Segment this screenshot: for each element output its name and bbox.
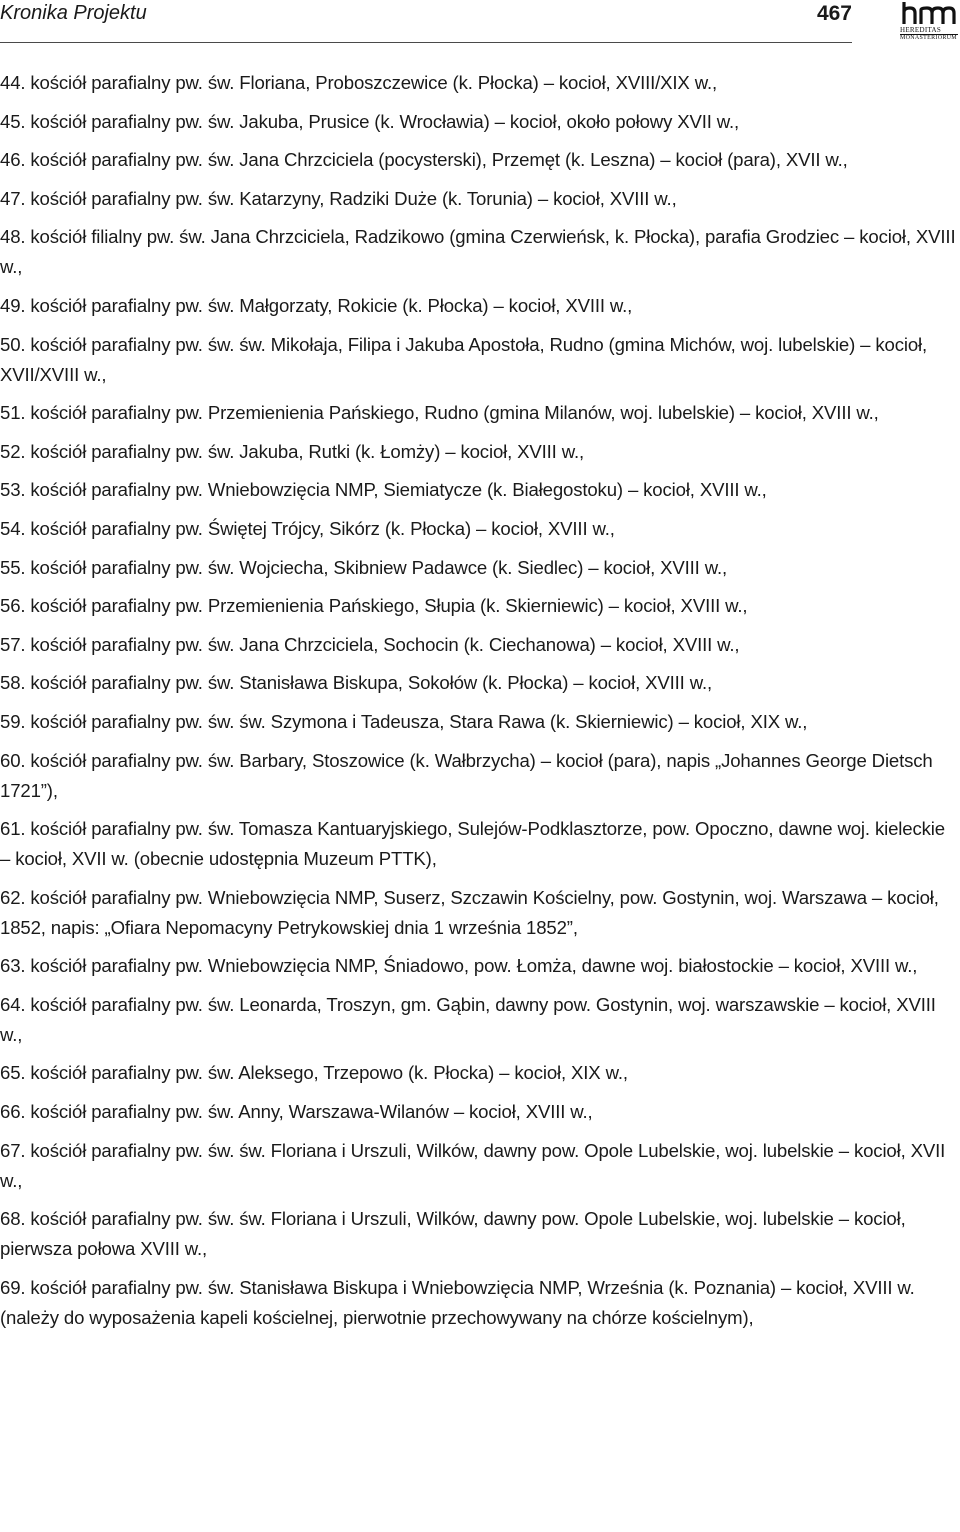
list-item: 68. kościół parafialny pw. św. św. Floriana i Urszuli, Wilków, dawny pow. Opole Lubelskie, woj. lubelskie – kocioł, pierwsza połowa XVIII w.,	[0, 1208, 906, 1260]
page-number: 467	[816, 2, 852, 25]
list-item: 44. kościół parafialny pw. św. Floriana, Proboszczewice (k. Płocka) – kocioł, XVIII/XIX w.,	[0, 72, 717, 93]
list-item: 64. kościół parafialny pw. św. Leonarda, Troszyn, gm. Gąbin, dawny pow. Gostynin, woj. warszawskie – kocioł, XVIII w.,	[0, 993, 936, 1045]
list-item: 53. kościół parafialny pw. Wniebowzięcia NMP, Siemiatycze (k. Białegostoku) – kocioł, XVIII w.,	[0, 479, 767, 501]
hereditas-monasteriorum-logo	[898, 2, 960, 42]
list-item: 58. kościół parafialny pw. św. Stanisława Biskupa, Sokołów (k. Płocka) – kocioł, XVIII w.,	[0, 672, 712, 694]
list-item: 52. kościół parafialny pw. św. Jakuba, Rutki (k. Łomży) – kocioł, XVIII w.,	[0, 440, 584, 462]
list-item: 46. kościół parafialny pw. św. Jana Chrzciciela (pocysterski), Przemęt (k. Leszna) – kocioł (para), XVII w.,	[0, 149, 848, 171]
running-title: Kronika Projektu	[0, 2, 147, 24]
list-item: 63. kościół parafialny pw. Wniebowzięcia NMP, Śniadowo, pow. Łomża, dawne woj. białostockie – kocioł, XVIII w.,	[0, 955, 918, 977]
list-item: 62. kościół parafialny pw. Wniebowzięcia NMP, Suserz, Szczawin Kościelny, pow. Gostynin, woj. Warszawa – kocioł, 1852, napis: „Ofiara Nepomacyny Petrykowskiej dnia 1 września 1852”,	[0, 886, 939, 938]
list-item: 69. kościół parafialny pw. św. Stanisława Biskupa i Wniebowzięcia NMP, Września (k. Poznania) – kocioł, XVIII w. (należy do wyposażenia kapeli kościelnej, pierwotnie przechowywany na chórze kościelnym),	[0, 1276, 915, 1328]
hm-logo-icon	[902, 2, 956, 24]
list-item: 67. kościół parafialny pw. św. św. Floriana i Urszuli, Wilków, dawny pow. Opole Lubelskie, woj. lubelskie – kocioł, XVII w.,	[0, 1139, 946, 1191]
list-item: 54. kościół parafialny pw. Świętej Trójcy, Sikórz (k. Płocka) – kocioł, XVIII w.,	[0, 517, 615, 539]
list-item: 55. kościół parafialny pw. św. Wojciecha, Skibniew Padawce (k. Siedlec) – kocioł, XVIII w.,	[0, 556, 727, 578]
list-item: 57. kościół parafialny pw. św. Jana Chrzciciela, Sochocin (k. Ciechanowa) – kocioł, XVIII w.,	[0, 633, 740, 655]
list-item: 65. kościół parafialny pw. św. Aleksego, Trzepowo (k. Płocka) – kocioł, XIX w.,	[0, 1062, 628, 1084]
list-item: 61. kościół parafialny pw. św. Tomasza Kantuaryjskiego, Sulejów-Podklasztorze, pow. Opoczno, dawne woj. kieleckie – kocioł, XVII w. (obecnie udostępnia Muzeum PTTK),	[0, 818, 945, 870]
page-header	[0, 0, 852, 43]
list-item: 56. kościół parafialny pw. Przemienienia Pańskiego, Słupia (k. Skierniewic) – kocioł, XVIII w.,	[0, 595, 748, 617]
entry-list	[0, 68, 958, 1341]
list-item: 50. kościół parafialny pw. św. św. Mikołaja, Filipa i Jakuba Apostoła, Rudno (gmina Michów, woj. lubelskie) – kocioł, XVII/XVIII w.,	[0, 333, 928, 385]
logo-text-line1: HEREDITAS	[900, 26, 958, 35]
logo-text-line2: MONASTERIORUM	[900, 35, 957, 41]
list-item: 60. kościół parafialny pw. św. Barbary, Stoszowice (k. Wałbrzycha) – kocioł (para), napis „Johannes George Dietsch 1721”),	[0, 749, 933, 801]
list-item: 47. kościół parafialny pw. św. Katarzyny, Radziki Duże (k. Torunia) – kocioł, XVIII w.,	[0, 187, 677, 209]
list-item: 51. kościół parafialny pw. Przemienienia Pańskiego, Rudno (gmina Milanów, woj. lubelskie) – kocioł, XVIII w.,	[0, 402, 879, 424]
list-item: 59. kościół parafialny pw. św. św. Szymona i Tadeusza, Stara Rawa (k. Skierniewic) – kocioł, XIX w.,	[0, 710, 808, 732]
list-item: 66. kościół parafialny pw. św. Anny, Warszawa-Wilanów – kocioł, XVIII w.,	[0, 1101, 593, 1123]
list-item: 48. kościół filialny pw. św. Jana Chrzciciela, Radzikowo (gmina Czerwieńsk, k. Płocka), parafia Grodziec – kocioł, XVIII w.,	[0, 226, 956, 278]
list-item: 45. kościół parafialny pw. św. Jakuba, Prusice (k. Wrocławia) – kocioł, około połowy XVII w.,	[0, 110, 740, 132]
list-item: 49. kościół parafialny pw. św. Małgorzaty, Rokicie (k. Płocka) – kocioł, XVIII w.,	[0, 294, 633, 316]
